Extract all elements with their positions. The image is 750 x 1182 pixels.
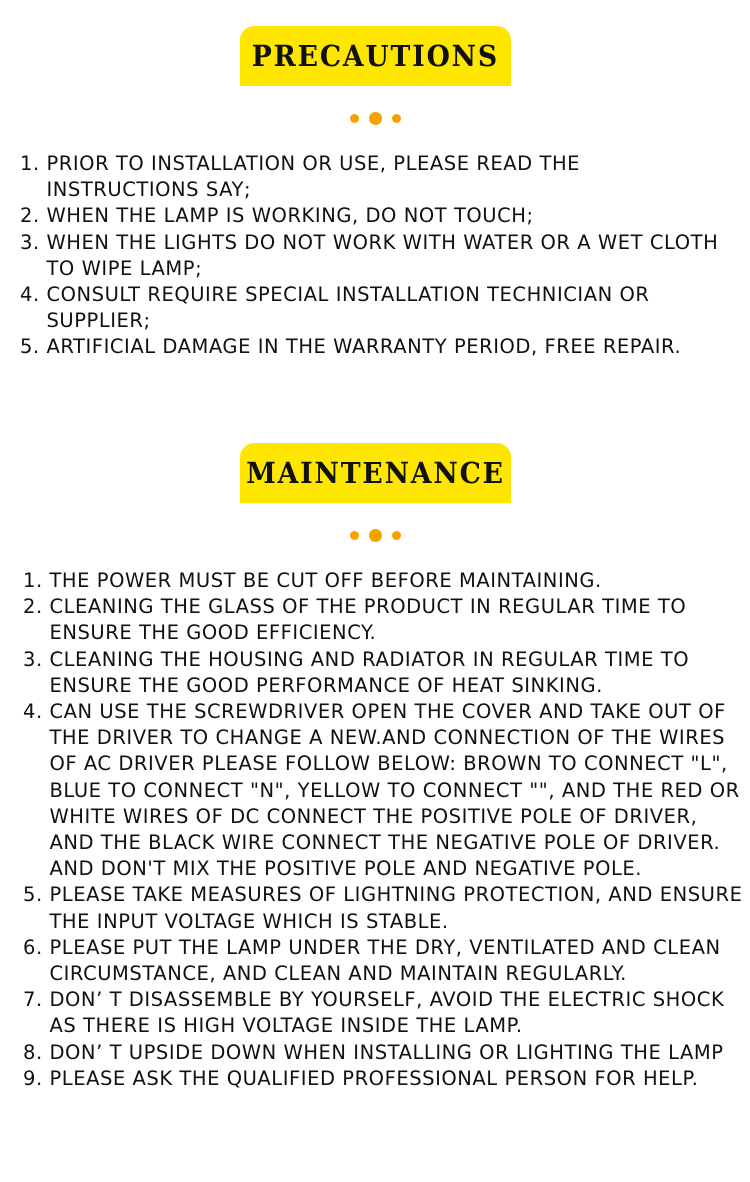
list-item bbox=[23, 699, 745, 882]
list-item bbox=[23, 882, 745, 934]
list-item bbox=[23, 594, 745, 646]
list-item bbox=[23, 1040, 745, 1066]
maintenance-dots-divider bbox=[348, 527, 404, 543]
item-text: WHEN THE LAMP IS WORKING, DO NOT TOUCH; bbox=[46, 204, 534, 228]
list-item bbox=[20, 151, 745, 203]
list-item bbox=[23, 568, 745, 594]
item-number: 5. bbox=[20, 335, 40, 359]
item-text: THE POWER MUST BE CUT OFF BEFORE MAINTAINING. bbox=[49, 569, 602, 592]
item-text: CAN USE THE SCREWDRIVER OPEN THE COVER AND TAKE OUT OF THE DRIVER TO CHANGE A NEW.AND CONNECTION OF THE WIRES OF AC DRIVER PLEASE FOLLOW BELOW: BROWN TO CONNECT "L", BLUE TO CONNECT "N", YELLOW TO CONNECT "", AND THE RED OR WHITE WIRES OF DC CONNECT THE POSITIVE POLE OF DRIVER, AND THE BLACK WIRE CONNECT THE NEGATIVE POLE OF DRIVER. AND DON'T MIX THE POSITIVE POLE AND NEGATIVE POLE. bbox=[49, 700, 740, 881]
list-item bbox=[20, 282, 745, 334]
item-number: 1. bbox=[23, 569, 43, 592]
item-number: 1. bbox=[20, 152, 40, 175]
item-number: 3. bbox=[20, 230, 40, 254]
list-item bbox=[23, 987, 745, 1039]
item-number: 9. bbox=[23, 1066, 43, 1090]
divider-dot bbox=[392, 114, 401, 123]
item-text: CLEANING THE HOUSING AND RADIATOR IN REGULAR TIME TO ENSURE THE GOOD PERFORMANCE OF HEAT SINKING. bbox=[49, 647, 690, 697]
divider-dot bbox=[350, 114, 359, 123]
item-text: PLEASE PUT THE LAMP UNDER THE DRY, VENTILATED AND CLEAN CIRCUMSTANCE, AND CLEAN AND MAINTAIN REGULARLY. bbox=[49, 935, 721, 986]
maintenance-list bbox=[23, 568, 745, 1092]
item-text: PLEASE ASK THE QUALIFIED PROFESSIONAL PERSON FOR HELP. bbox=[49, 1066, 699, 1090]
item-text: WHEN THE LIGHTS DO NOT WORK WITH WATER OR A WET CLOTH TO WIPE LAMP; bbox=[46, 230, 719, 280]
list-item bbox=[20, 230, 745, 282]
precautions-list bbox=[20, 151, 745, 361]
list-item bbox=[23, 935, 745, 987]
item-number: 3. bbox=[23, 647, 43, 671]
item-text: PLEASE TAKE MEASURES OF LIGHTNING PROTECTION, AND ENSURE THE INPUT VOLTAGE WHICH IS STABLE. bbox=[49, 883, 743, 933]
item-text: PRIOR TO INSTALLATION OR USE, PLEASE READ THE INSTRUCTIONS SAY; bbox=[46, 152, 581, 202]
list-item bbox=[23, 1066, 745, 1092]
item-number: 8. bbox=[23, 1040, 43, 1064]
item-number: 5. bbox=[23, 883, 43, 907]
item-number: 2. bbox=[23, 595, 43, 619]
item-number: 7. bbox=[23, 988, 43, 1012]
list-item bbox=[23, 647, 745, 699]
item-number: 2. bbox=[20, 204, 40, 228]
item-text: CONSULT REQUIRE SPECIAL INSTALLATION TECHNICIAN OR SUPPLIER; bbox=[46, 283, 650, 333]
divider-dot bbox=[369, 112, 382, 125]
precautions-title: PRECAUTIONS bbox=[251, 39, 500, 73]
item-text: CLEANING THE GLASS OF THE PRODUCT IN REGULAR TIME TO ENSURE THE GOOD EFFICIENCY. bbox=[49, 595, 687, 645]
item-text: DON’ T DISASSEMBLE BY YOURSELF, AVOID THE ELECTRIC SHOCK AS THERE IS HIGH VOLTAGE INSIDE THE LAMP. bbox=[49, 988, 725, 1038]
divider-dot bbox=[392, 531, 401, 540]
divider-dot bbox=[350, 531, 359, 540]
item-text: DON’ T UPSIDE DOWN WHEN INSTALLING OR LIGHTING THE LAMP bbox=[49, 1040, 724, 1064]
item-number: 4. bbox=[23, 700, 43, 724]
item-number: 6. bbox=[23, 935, 43, 959]
maintenance-banner bbox=[240, 443, 511, 503]
list-item bbox=[20, 334, 745, 360]
precautions-dots-divider bbox=[348, 110, 404, 126]
item-number: 4. bbox=[20, 283, 40, 307]
precautions-banner bbox=[240, 26, 511, 86]
list-item bbox=[20, 203, 745, 229]
maintenance-title: MAINTENANCE bbox=[246, 456, 505, 490]
item-text: ARTIFICIAL DAMAGE IN THE WARRANTY PERIOD, FREE REPAIR. bbox=[46, 335, 682, 359]
divider-dot bbox=[369, 529, 382, 542]
